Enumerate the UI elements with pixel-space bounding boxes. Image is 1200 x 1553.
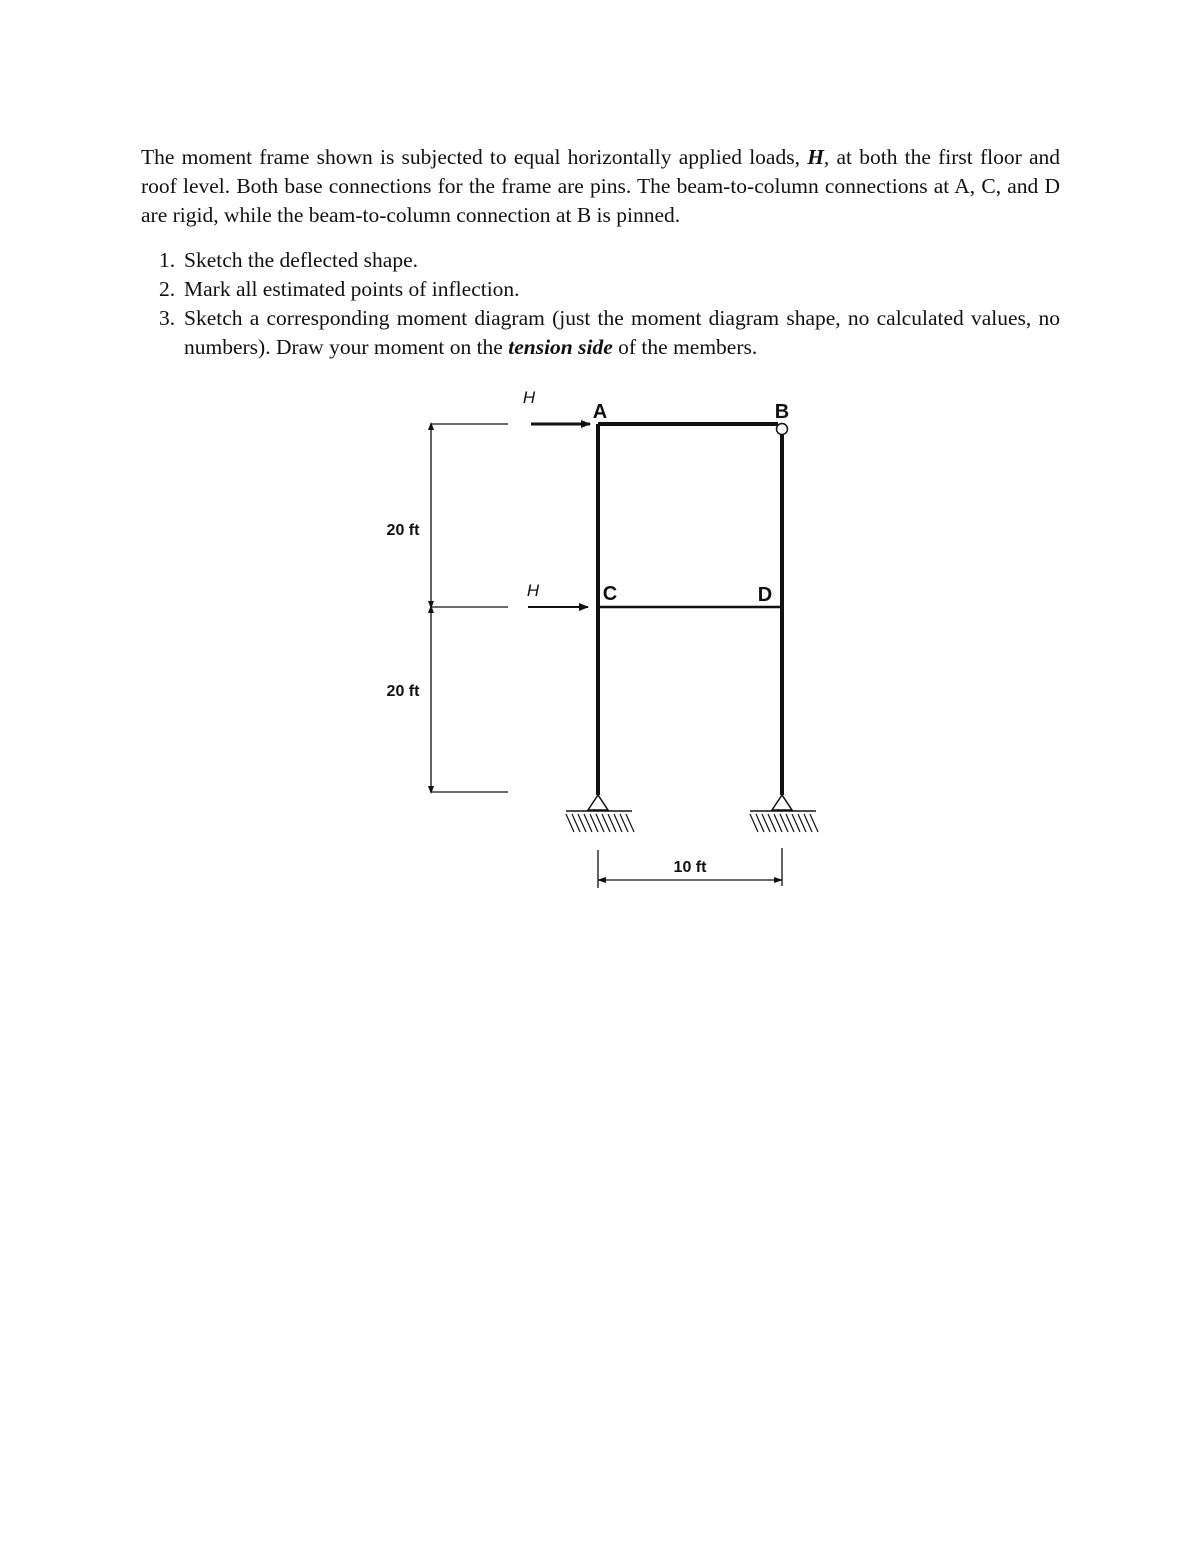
load-variable: H [807,145,824,169]
upper-story-dimension: 20 ft [386,522,420,539]
width-dimension [597,848,783,888]
problem-statement [141,143,1060,362]
node-label-c: C [602,583,618,605]
right-pin-support [750,795,818,832]
task-text-end: of the members. [618,335,758,359]
bay-width-dimension: 10 ft [673,859,707,876]
task-list [141,246,1060,362]
left-pin-support [566,795,634,832]
task-number: 3. [159,306,176,330]
node-label-a: A [592,401,608,423]
node-label-b: B [774,401,790,423]
lower-story-dimension: 20 ft [386,683,420,700]
task-number: 1. [159,248,176,272]
roof-load-label: H [522,388,536,407]
list-item [141,275,1060,304]
task-text: Sketch the deflected shape. [184,248,419,272]
list-item [141,246,1060,275]
task-text: Sketch a corresponding moment diagram (just the moment diagram shape, no calculated values, no numbers). Draw your moment on the [184,306,1060,359]
node-label-d: D [757,584,773,606]
pin-connection-b [777,424,788,435]
height-dimension [428,422,508,794]
task-text: Mark all estimated points of inflection. [184,277,520,301]
tension-side-emphasis: tension side [508,335,613,359]
task-number: 2. [159,277,176,301]
list-item [141,304,1060,362]
floor-load-label: H [526,581,540,600]
problem-intro [141,143,1060,230]
intro-text-1: The moment frame shown is subjected to equal horizontally applied loads, [141,145,800,169]
intro-text-2: , at both the first floor and roof level. Both base connections for the frame are pins. The beam-to-column connections at A, C, and D are rigid, while the beam-to-column connection at B is pinned. [141,145,1061,227]
